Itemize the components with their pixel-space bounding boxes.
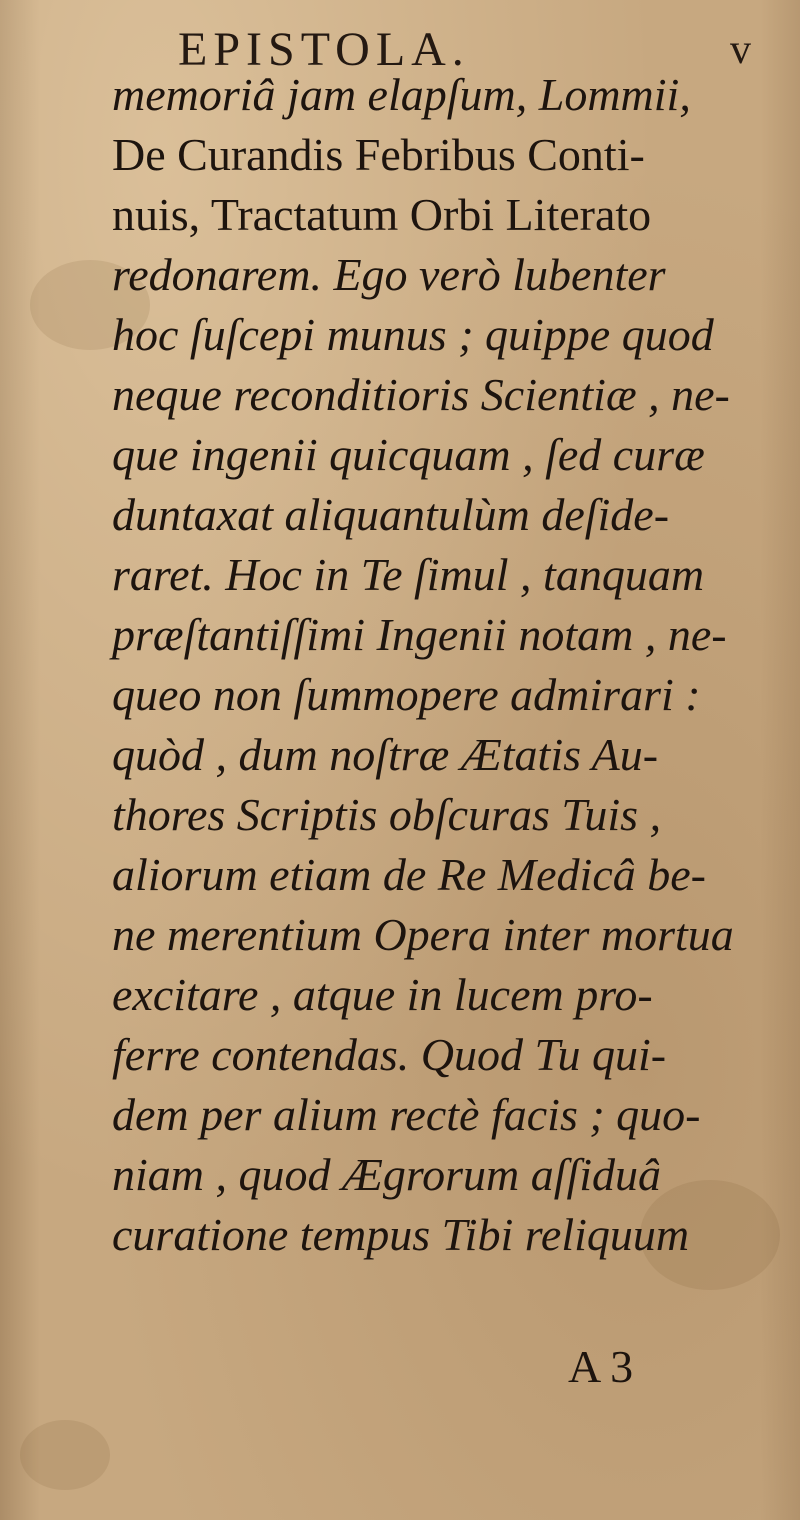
text-line: quòd , dum noſtræ Ætatis Au- bbox=[112, 729, 659, 780]
text-line: que ingenii quicquam , ſed curæ bbox=[112, 429, 705, 480]
text-line: præſtantiſſimi Ingenii notam , ne- bbox=[112, 609, 727, 660]
text-line: queo non ſummopere admirari : bbox=[112, 669, 701, 720]
running-title: EPISTOLA. bbox=[178, 23, 470, 76]
paper-stain bbox=[20, 1420, 110, 1490]
text-line: ne merentium Opera inter mortua bbox=[112, 909, 734, 960]
text-line: neque reconditioris Scientiæ , ne- bbox=[112, 369, 730, 420]
text-line: thores Scriptis obſcuras Tuis , bbox=[112, 789, 662, 840]
text-line: hoc ſuſcepi munus ; quippe quod bbox=[112, 309, 714, 360]
text-line: niam , quod Ægrorum aſſiduâ bbox=[112, 1149, 662, 1200]
text-line: nuis, Tractatum Orbi Literato bbox=[112, 189, 652, 240]
text-line: duntaxat aliquantulùm deſide- bbox=[112, 489, 670, 540]
text-line: excitare , atque in lucem pro- bbox=[112, 969, 653, 1020]
text-line: raret. Hoc in Te ſimul , tanquam bbox=[112, 549, 705, 600]
text-line: ferre contendas. Quod Tu qui- bbox=[112, 1029, 667, 1080]
text-line: curatione tempus Tibi reliquum bbox=[112, 1209, 690, 1260]
text-line: memoriâ jam elapſum, Lommii, bbox=[112, 69, 691, 120]
text-line: aliorum etiam de Re Medicâ be- bbox=[112, 849, 706, 900]
text-line: redonarem. Ego verò lubenter bbox=[112, 249, 666, 300]
signature-catchword: A 3 bbox=[568, 1341, 634, 1392]
signature-mark: v bbox=[730, 27, 751, 73]
text-line: dem per alium rectè facis ; quo- bbox=[112, 1089, 701, 1140]
text-line: De Curandis Febribus Conti- bbox=[112, 129, 645, 180]
